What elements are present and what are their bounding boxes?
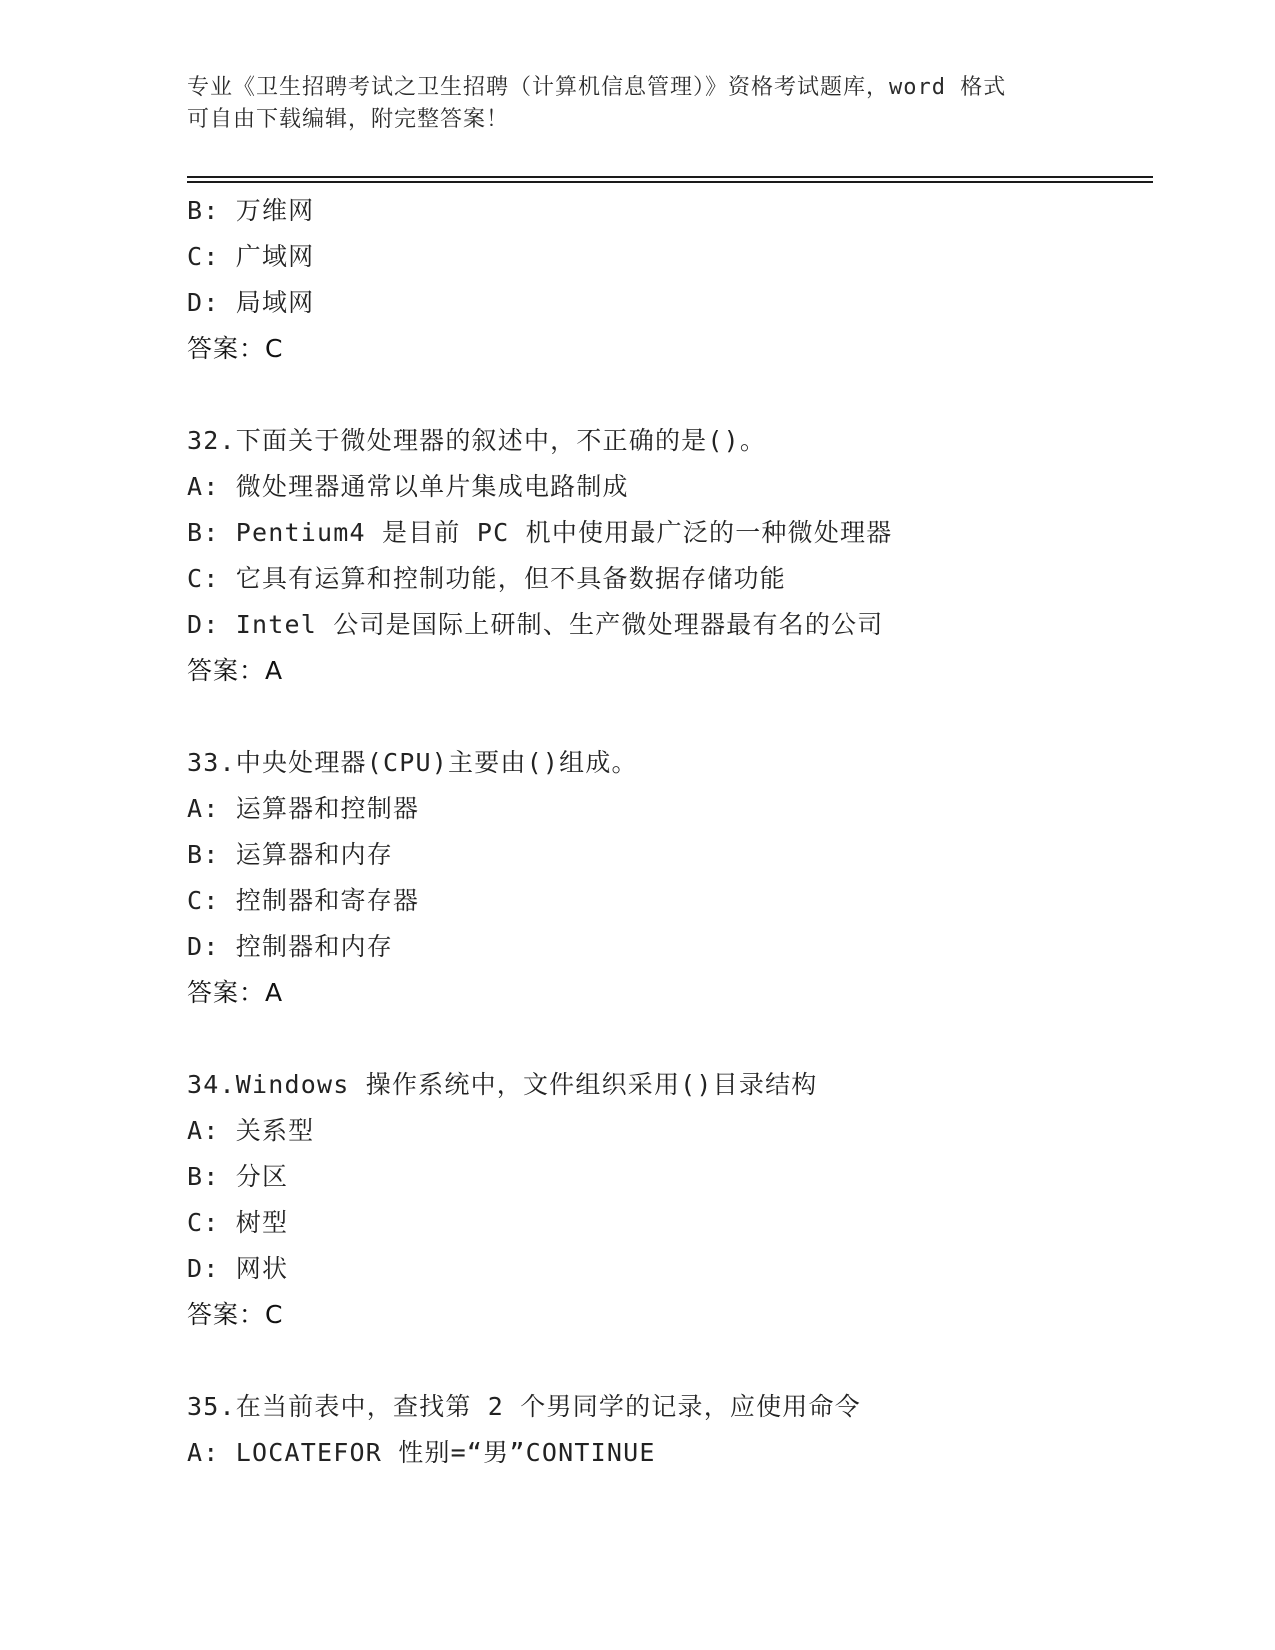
answer-label: 答案：A bbox=[187, 656, 284, 685]
option-a: A: LOCATEFOR 性别=“男”CONTINUE bbox=[187, 1438, 656, 1467]
answer-label: 答案：A bbox=[187, 978, 284, 1007]
header-title-line-2: 可自由下载编辑，附完整答案！ bbox=[187, 107, 510, 132]
option-b: B: Pentium4 是目前 PC 机中使用最广泛的一种微处理器 bbox=[187, 518, 893, 547]
question-stem: 34.Windows 操作系统中，文件组织采用()目录结构 bbox=[187, 1070, 818, 1099]
question-31-continued bbox=[187, 188, 1147, 372]
header-divider-top bbox=[187, 176, 1153, 178]
question-spacer bbox=[187, 372, 1147, 418]
question-33 bbox=[187, 740, 1147, 1016]
question-spacer bbox=[187, 1338, 1147, 1384]
option-a: A: 微处理器通常以单片集成电路制成 bbox=[187, 472, 629, 501]
option-c: C: 树型 bbox=[187, 1208, 289, 1237]
header-divider-bottom bbox=[187, 181, 1153, 183]
question-34 bbox=[187, 1062, 1147, 1338]
question-stem: 33.中央处理器(CPU)主要由()组成。 bbox=[187, 748, 638, 777]
header-title-line-1: 专业《卫生招聘考试之卫生招聘（计算机信息管理）》资格考试题库，word 格式 bbox=[187, 75, 1007, 100]
answer-label: 答案：C bbox=[187, 1300, 284, 1329]
option-d: D: 网状 bbox=[187, 1254, 289, 1283]
option-b: B: 万维网 bbox=[187, 196, 315, 225]
option-d: D: 控制器和内存 bbox=[187, 932, 393, 961]
document-header bbox=[187, 72, 1087, 136]
question-list bbox=[187, 188, 1147, 1476]
option-c: C: 它具有运算和控制功能，但不具备数据存储功能 bbox=[187, 564, 786, 593]
option-b: B: 分区 bbox=[187, 1162, 289, 1191]
option-c: C: 广域网 bbox=[187, 242, 315, 271]
question-stem: 32.下面关于微处理器的叙述中，不正确的是()。 bbox=[187, 426, 767, 455]
question-spacer bbox=[187, 694, 1147, 740]
option-d: D: Intel 公司是国际上研制、生产微处理器最有名的公司 bbox=[187, 610, 884, 639]
question-35 bbox=[187, 1384, 1147, 1476]
option-a: A: 关系型 bbox=[187, 1116, 315, 1145]
option-b: B: 运算器和内存 bbox=[187, 840, 393, 869]
option-d: D: 局域网 bbox=[187, 288, 315, 317]
question-32 bbox=[187, 418, 1147, 694]
option-a: A: 运算器和控制器 bbox=[187, 794, 420, 823]
answer-label: 答案：C bbox=[187, 334, 284, 363]
question-stem: 35.在当前表中，查找第 2 个男同学的记录，应使用命令 bbox=[187, 1392, 861, 1421]
option-c: C: 控制器和寄存器 bbox=[187, 886, 420, 915]
question-spacer bbox=[187, 1016, 1147, 1062]
